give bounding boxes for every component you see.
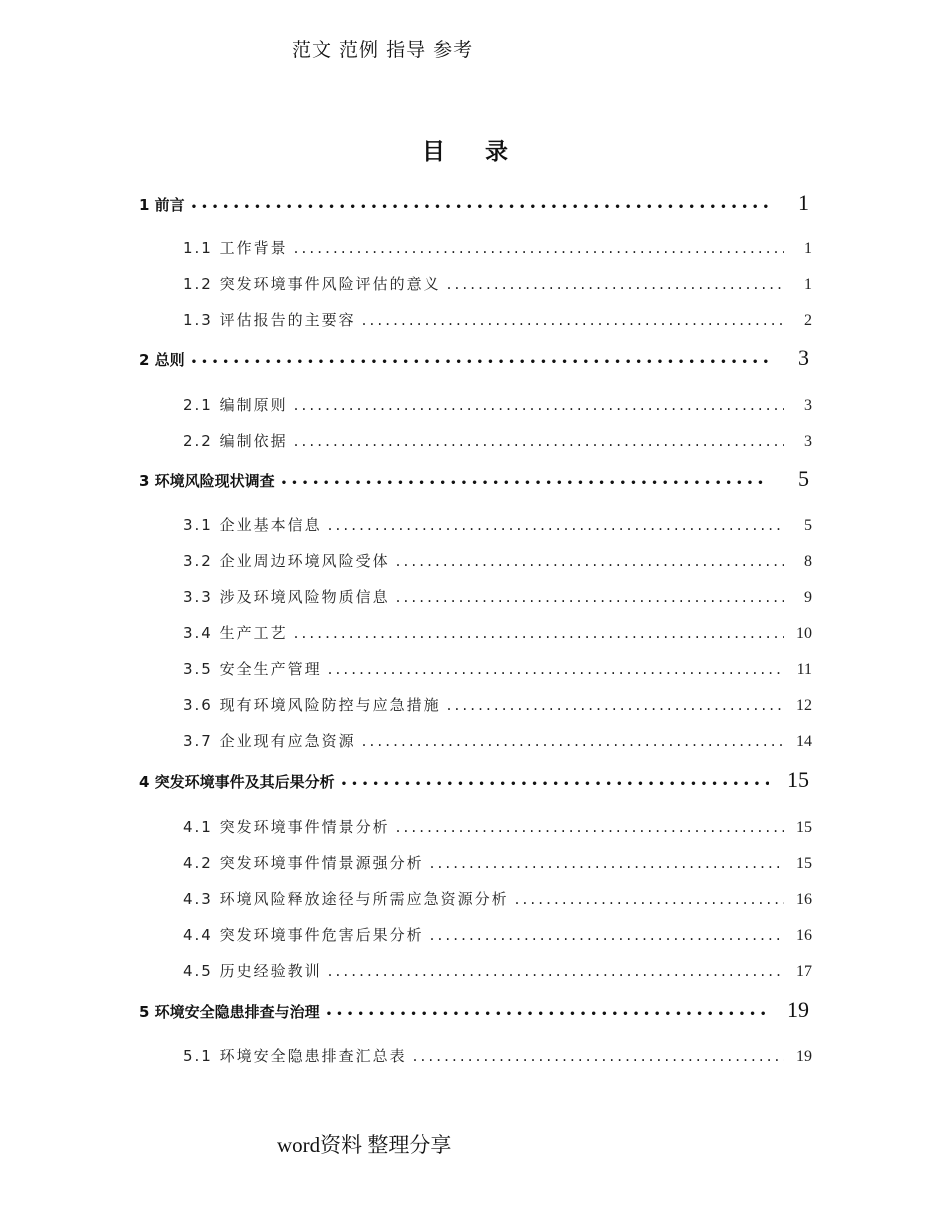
toc-page-number: 1: [804, 240, 812, 257]
toc-section-3-4[interactable]: [183, 622, 812, 643]
toc-chapter-number: 5: [139, 1003, 150, 1021]
toc-page-number: 15: [787, 767, 809, 792]
toc-page-number: 1: [798, 190, 809, 215]
toc-section-title: 5.1 环境安全隐患排查汇总表: [183, 1047, 407, 1065]
toc-section-title: 1.3 评估报告的主要容: [183, 311, 356, 329]
dot-leader: [447, 696, 784, 714]
toc-page-number: 11: [796, 661, 812, 678]
dot-leader: [413, 1047, 784, 1065]
toc-page-number: 17: [796, 963, 812, 980]
toc-chapter-number: 3: [139, 472, 150, 490]
toc-section-title: 4.2 突发环境事件情景源强分析: [183, 854, 424, 872]
toc-section-3-1[interactable]: [183, 514, 812, 535]
toc-section-title: 2.1 编制原则: [183, 396, 288, 414]
toc-page-number: 2: [804, 312, 812, 329]
toc-section-1-2[interactable]: [183, 273, 812, 294]
toc-chapter-title: 环境安全隐患排查与治理: [154, 1003, 320, 1021]
toc-chapter-1[interactable]: [139, 190, 809, 216]
toc-section-title: 4.1 突发环境事件情景分析: [183, 818, 390, 836]
toc-page-number: 10: [796, 625, 812, 642]
dot-leader: [362, 732, 784, 750]
dot-leader: [396, 588, 784, 606]
dot-leader: [447, 275, 784, 293]
dot-leader: [396, 818, 784, 836]
toc-section-4-5[interactable]: [183, 960, 812, 981]
toc-section-title: 3.6 现有环境风险防控与应急措施: [183, 696, 441, 714]
toc-section-2-1[interactable]: [183, 394, 812, 415]
toc-section-title: 3.7 企业现有应急资源: [183, 732, 356, 750]
toc-section-5-1[interactable]: [183, 1045, 812, 1066]
toc-chapter-number: 4: [139, 773, 150, 791]
dot-leader: [515, 890, 784, 908]
toc-page-number: 19: [796, 1048, 812, 1065]
dot-leader: [341, 773, 769, 791]
dot-leader: [430, 854, 784, 872]
page-footer: word资料 整理分享: [277, 1133, 452, 1157]
toc-section-2-2[interactable]: [183, 430, 812, 451]
toc-section-4-3[interactable]: [183, 888, 812, 909]
toc-section-3-5[interactable]: [183, 658, 812, 679]
dot-leader: [191, 351, 769, 369]
toc-chapter-number: 2: [139, 351, 150, 369]
dot-leader: [294, 624, 784, 642]
toc-section-title: 3.5 安全生产管理: [183, 660, 322, 678]
toc-page-number: 3: [798, 345, 809, 370]
toc-section-4-4[interactable]: [183, 924, 812, 945]
toc-page-number: 15: [796, 819, 812, 836]
dot-leader: [326, 1003, 769, 1021]
toc-section-1-1[interactable]: [183, 237, 812, 258]
page-header: 范文 范例 指导 参考: [292, 39, 474, 61]
toc-page-number: 14: [796, 733, 812, 750]
dot-leader: [328, 660, 784, 678]
toc-section-title: 2.2 编制依据: [183, 432, 288, 450]
toc-chapter-2[interactable]: [139, 345, 809, 371]
toc-section-title: 3.4 生产工艺: [183, 624, 288, 642]
toc-section-3-6[interactable]: [183, 694, 812, 715]
toc-chapter-4[interactable]: [139, 767, 809, 793]
toc-section-title: 4.4 突发环境事件危害后果分析: [183, 926, 424, 944]
toc-chapter-5[interactable]: [139, 997, 809, 1023]
dot-leader: [396, 552, 784, 570]
toc-page-number: 16: [796, 891, 812, 908]
toc-section-title: 1.1 工作背景: [183, 239, 288, 257]
dot-leader: [281, 472, 769, 490]
toc-section-title: 3.2 企业周边环境风险受体: [183, 552, 390, 570]
toc-chapter-title: 环境风险现状调查: [154, 472, 275, 490]
page-title: 目录: [422, 139, 548, 165]
toc-page-number: 3: [804, 397, 812, 414]
toc-page-number: 19: [787, 997, 809, 1022]
toc-page-number: 8: [804, 553, 812, 570]
dot-leader: [430, 926, 784, 944]
toc-page-number: 12: [796, 697, 812, 714]
toc-page-number: 9: [804, 589, 812, 606]
toc-section-title: 3.1 企业基本信息: [183, 516, 322, 534]
toc-chapter-number: 1: [139, 196, 150, 214]
toc-section-1-3[interactable]: [183, 309, 812, 330]
dot-leader: [191, 196, 769, 214]
toc-page-number: 5: [804, 517, 812, 534]
dot-leader: [328, 516, 784, 534]
dot-leader: [294, 396, 784, 414]
toc-section-4-2[interactable]: [183, 852, 812, 873]
toc-page-number: 16: [796, 927, 812, 944]
dot-leader: [294, 239, 784, 257]
toc-page-number: 5: [798, 466, 809, 491]
toc-section-3-3[interactable]: [183, 586, 812, 607]
toc-chapter-title: 前言: [154, 196, 185, 214]
toc-page-number: 1: [804, 276, 812, 293]
toc-section-title: 3.3 涉及环境风险物质信息: [183, 588, 390, 606]
toc-chapter-title: 突发环境事件及其后果分析: [154, 773, 335, 791]
toc-section-3-2[interactable]: [183, 550, 812, 571]
toc-section-title: 1.2 突发环境事件风险评估的意义: [183, 275, 441, 293]
toc-section-title: 4.5 历史经验教训: [183, 962, 322, 980]
toc-chapter-3[interactable]: [139, 466, 809, 492]
toc-chapter-title: 总则: [154, 351, 185, 369]
toc-section-4-1[interactable]: [183, 816, 812, 837]
toc-page-number: 15: [796, 855, 812, 872]
dot-leader: [294, 432, 784, 450]
dot-leader: [328, 962, 784, 980]
toc-section-3-7[interactable]: [183, 730, 812, 751]
toc-page-number: 3: [804, 433, 812, 450]
toc-section-title: 4.3 环境风险释放途径与所需应急资源分析: [183, 890, 509, 908]
dot-leader: [362, 311, 784, 329]
